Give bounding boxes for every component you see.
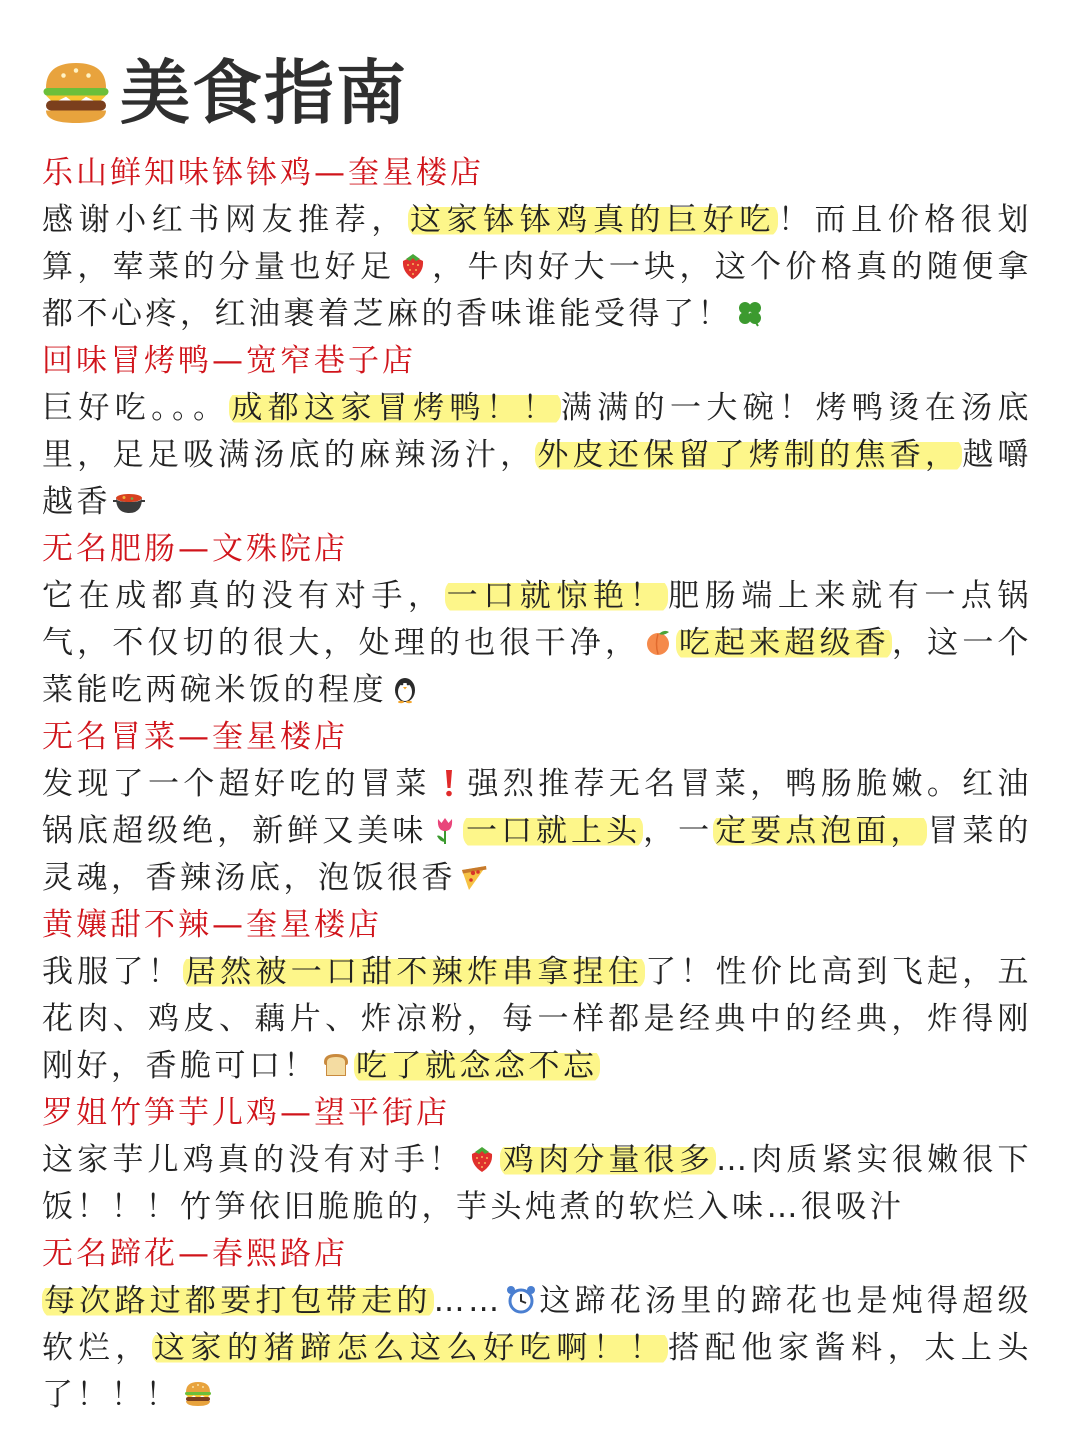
burger-icon [182,1378,214,1410]
highlighted-text: 居然被一口甜不辣炸串拿捏住 [184,954,644,990]
strawberry-icon [466,1143,498,1175]
exclamation-icon [433,767,465,799]
highlighted-text: 这家钵钵鸡真的巨好吃 [409,202,776,238]
highlighted-text: 外皮还保留了烤制的焦香， [537,437,961,473]
restaurant-name: 无名肥肠—文殊院店 [42,531,348,567]
review-text: 搭配他家酱料，太上头了！！！ [42,1330,1033,1413]
burger-icon [36,53,116,133]
bread-icon [320,1049,352,1081]
restaurant-review [42,1137,1032,1231]
restaurant-review [42,197,1032,338]
pot-icon [113,485,145,517]
restaurant-review [42,385,1032,526]
restaurant-name: 罗姐竹笋芋儿鸡—望平街店 [42,1095,450,1131]
restaurant-name: 乐山鲜知味钵钵鸡—奎星楼店 [42,155,484,191]
review-text: ，一 [643,813,714,849]
restaurant-name: 回味冒烤鸭—宽窄巷子店 [42,343,416,379]
review-text: ，这一个菜能吃两碗米饭的程度 [42,625,1033,708]
highlighted-text: 吃起来超级香 [678,625,890,661]
review-text: 了！性价比高到飞起，五花肉、鸡皮、藕片、炸凉粉，每一样都是经典中的经典，炸得刚刚好，香脆可口！ [42,954,1033,1084]
restaurant-name: 无名冒菜—奎星楼店 [42,719,348,755]
restaurant-review [42,761,1032,902]
review-text: …肉质紧实很嫩很下饭！！！竹笋依旧脆脆的，芋头炖煮的软烂入味…很吸汁 [42,1142,1033,1225]
review-text: 巨好吃。。。 [42,390,230,426]
highlighted-text: 一口就上头 [465,813,642,849]
review-text: 强烈推荐无名冒菜，鸭肠脆嫩。红油锅底超级绝，新鲜又美味 [42,766,1033,849]
review-text: ！而且价格很划算，荤菜的分量也好足 [42,202,1033,285]
review-text: …… [433,1283,503,1319]
highlighted-text: 定要点泡面， [715,813,926,849]
restaurant-list [42,150,1032,1419]
review-text: 感谢小红书网友推荐， [42,202,408,238]
tulip-icon [429,814,461,846]
review-text: 它在成都真的没有对手， [42,578,445,614]
review-text: 满满的一大碗！烤鸭烫在汤底里，足足吸满汤底的麻辣汤汁， [42,390,1033,473]
restaurant-name: 无名蹄花—春熙路店 [42,1236,348,1272]
alarm-clock-icon [505,1284,537,1316]
highlighted-text: 一口就惊艳！ [446,578,667,614]
highlighted-text: 成都这家冒烤鸭！！ [231,390,559,426]
review-text: 肥肠端上来就有一点锅气，不仅切的很大，处理的也很干净， [42,578,1033,661]
restaurant-review [42,1278,1032,1419]
highlighted-text: 这家的猪蹄怎么这么好吃啊！！ [153,1330,667,1366]
review-text: 发现了一个超好吃的冒菜 [42,766,431,802]
highlighted-text: 每次路过都要打包带走的 [44,1283,432,1319]
review-text: ，牛肉好大一块，这个价格真的随便拿都不心疼，红油裹着芝麻的香味谁能受得了！ [42,249,1033,332]
title-row [36,48,408,138]
review-text: 这家芋儿鸡真的没有对手！ [42,1142,465,1178]
restaurant-review [42,949,1032,1090]
review-text: 越嚼越香 [42,437,1033,520]
strawberry-icon [397,250,429,282]
review-text: 冒菜的灵魂，香辣汤底，泡饭很香 [42,813,1033,896]
page-title: 美食指南 [120,52,408,134]
review-text: 这蹄花汤里的蹄花也是炖得超级软烂， [42,1283,1032,1366]
peach-icon [642,626,674,658]
highlighted-text: 鸡肉分量很多 [502,1142,715,1178]
restaurant-name: 黄孃甜不辣—奎星楼店 [42,907,382,943]
highlighted-text: 吃了就念念不忘 [356,1048,598,1084]
clover-icon [734,297,766,329]
restaurant-review [42,573,1032,714]
pizza-icon [458,861,490,893]
review-text: 我服了！ [42,954,183,990]
penguin-icon [389,673,421,705]
